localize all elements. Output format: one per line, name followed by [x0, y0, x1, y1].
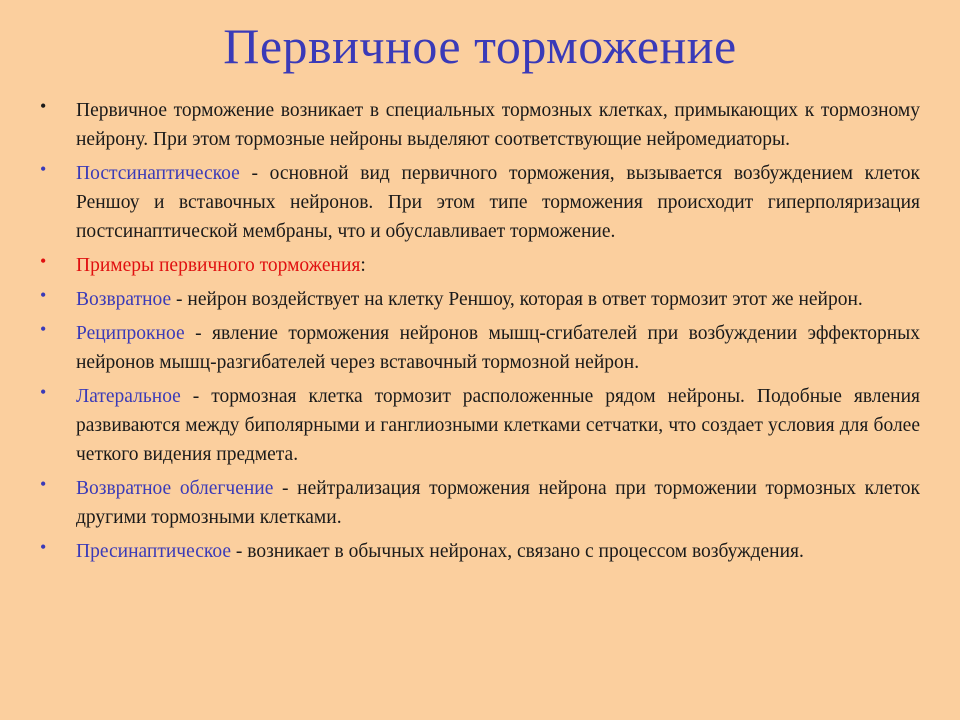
item-text: - нейтрализация торможения нейрона при торможении тормозных клеток другими тормозными клетками. [76, 478, 920, 528]
item-text: - нейрон воздействует на клетку Реншоу, которая в ответ тормозит этот же нейрон. [171, 289, 863, 310]
bullet-icon: • [40, 159, 47, 179]
item-text: : [360, 255, 366, 276]
item-term: Примеры первичного торможения [76, 255, 361, 276]
item-text: Первичное торможение возникает в специальных тормозных клетках, примыкающих к тормозному нейрону. При этом тормозные нейроны выделяют соответствующие нейромедиаторы. [76, 100, 920, 150]
bullet-icon: • [40, 285, 47, 305]
bullet-icon: • [40, 474, 47, 494]
bullet-icon: • [40, 96, 47, 116]
item-text: - возникает в обычных нейронах, связано с процессом возбуждения. [231, 541, 804, 562]
bullet-icon: • [40, 319, 47, 339]
item-term: Реципрокное [76, 323, 185, 344]
list-item [40, 159, 920, 246]
list-item [40, 537, 920, 566]
item-text: - явление торможения нейронов мышц-сгибателей при возбуждении эффекторных нейронов мышц-разгибателей через вставочный тормозной нейрон. [76, 323, 920, 373]
item-text: - тормозная клетка тормозит расположенные рядом нейроны. Подобные явления развиваются между биполярными и ганглиозными клетками сетчатки, что создает условия для более четкого видения предмета. [76, 386, 920, 465]
item-term: Возвратное облегчение [76, 478, 274, 499]
slide-title: Первичное торможение [223, 18, 737, 74]
item-text: - основной вид первичного торможения, вызывается возбуждением клеток Реншоу и вставочных нейронов. При этом типе торможения происходит гиперполяризация постсинаптической мембраны, что и обуславливает торможение. [76, 163, 920, 242]
list-item [40, 474, 920, 532]
list-item [40, 319, 920, 377]
bullet-list [40, 96, 920, 571]
list-item [40, 96, 920, 154]
item-term: Латеральное [76, 386, 181, 407]
list-item [40, 251, 920, 280]
item-term: Пресинаптическое [76, 541, 232, 562]
bullet-icon: • [40, 382, 47, 402]
list-item [40, 285, 920, 314]
item-term: Постсинаптическое [76, 163, 240, 184]
item-term: Возвратное [76, 289, 172, 310]
bullet-icon: • [40, 251, 47, 271]
bullet-icon: • [40, 537, 47, 557]
list-item [40, 382, 920, 469]
